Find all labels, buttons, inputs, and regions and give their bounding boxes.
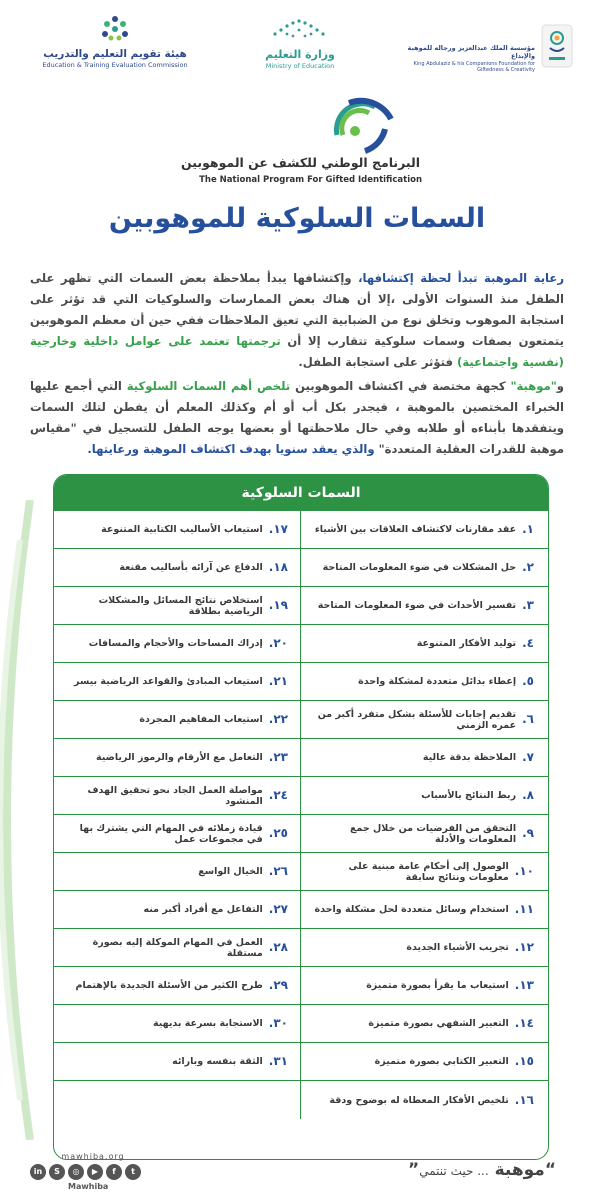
mawhiba-emblem-icon (541, 24, 573, 68)
trait-text: ربط النتائج بالأسباب (421, 790, 517, 801)
page-title: السمات السلوكية للموهوبين (108, 203, 486, 234)
traits-column-left (54, 511, 302, 1081)
facebook-icon[interactable]: f (106, 1164, 122, 1180)
trait-row (300, 1043, 548, 1081)
slogan-quote-close: ” (408, 1160, 420, 1180)
trait-text: الدفاع عن آرائه بأساليب مقنعة (119, 562, 263, 573)
trait-text: العمل في المهام الموكلة إليه بصورة مستقلة (92, 936, 263, 959)
header-logos (0, 14, 594, 84)
linkedin-icon[interactable]: in (30, 1164, 46, 1180)
mawhiba-name-ar: مؤسسة الملك عبدالعزيز ورجاله للموهبة والإبداع (407, 44, 535, 60)
trait-text: استيعاب الأساليب الكتابية المتنوعة (101, 524, 263, 535)
trait-row (300, 815, 548, 853)
trait-text: الخيال الواسع (198, 866, 263, 877)
traits-table-header: السمات السلوكية (54, 475, 548, 511)
trait-text: إعطاء بدائل متعددة لمشكلة واحدة (358, 676, 517, 687)
intro-paragraph (30, 268, 564, 373)
program-name-en: The National Program For Gifted Identification (199, 175, 422, 185)
trait-number: ١٤. (514, 1016, 534, 1030)
trait-number: ١٩. (268, 598, 288, 612)
trait-number: ١٧. (268, 522, 288, 536)
slogan-quote-open: “ (544, 1160, 556, 1180)
mawhiba-brand: "موهبة" (510, 379, 557, 393)
trait-row (300, 1081, 548, 1119)
program-logo (160, 95, 440, 195)
trait-row (54, 777, 302, 815)
trait-row (300, 739, 548, 777)
trait-number: ٢١. (268, 674, 288, 688)
trait-number: ٢٣. (268, 750, 288, 764)
trait-text: التعامل مع الأرقام والرموز الرياضية (96, 752, 263, 763)
moe-name-ar: وزارة التعليم (265, 48, 335, 61)
trait-number: ٧. (522, 750, 534, 764)
trait-text: التعبير الكتابي بصورة متميزة (374, 1056, 509, 1067)
youtube-icon[interactable]: ▶ (87, 1164, 103, 1180)
trait-text: التفاعل مع أفراد أكبر منه (143, 904, 263, 915)
trait-row (300, 891, 548, 929)
trait-row (300, 549, 548, 587)
moe-name-en: Ministry of Education (265, 62, 335, 70)
trait-text: التحقق من الفرضيات من خلال جمع المعلومات والأدلة (350, 822, 517, 845)
slogan-rest: ... حيث تنتمي (419, 1164, 489, 1178)
trait-text: مواصلة العمل الجاد نحو تحقيق الهدف المنشود (87, 784, 263, 807)
mawhiba-name-en: King Abdulaziz & his Companions Foundation for Giftedness & Creativity (413, 61, 535, 73)
trait-row (300, 663, 548, 701)
snapchat-icon[interactable]: S (49, 1164, 65, 1180)
trait-row (54, 701, 302, 739)
etec-name-ar: هيئة تقويم التعليم والتدريب (43, 48, 187, 60)
trait-row (300, 777, 548, 815)
trait-number: ٢٥. (268, 826, 288, 840)
trait-number: ١. (522, 522, 534, 536)
intro-body-2: فتؤثر على استجابة الطفل. (298, 355, 458, 369)
trait-number: ٢٢. (268, 712, 288, 726)
trait-row (54, 663, 302, 701)
trait-number: ١٢. (514, 940, 534, 954)
trait-text: إدراك المساحات والأحجام والمسافات (88, 638, 263, 649)
trait-text: استخدام وسائل متعددة لحل مشكلة واحدة (314, 904, 509, 915)
decorative-side-arcs (0, 500, 34, 1140)
trait-number: ٥. (522, 674, 534, 688)
instagram-icon[interactable]: ◎ (68, 1164, 84, 1180)
trait-row (54, 929, 302, 967)
traits-table (53, 474, 549, 1160)
trait-row (54, 511, 302, 549)
trait-row (54, 625, 302, 663)
trait-text: استيعاب المفاهيم المجردة (139, 714, 263, 725)
trait-text: التعبير الشفهي بصورة متميزة (368, 1018, 509, 1029)
trait-number: ٣. (522, 598, 534, 612)
intro-body-1: وإكتشافها يبدأ بملاحظة بعض السمات التي تظهر على الطفل منذ السنوات الأولى ،إلا أن هناك بعض الممارسات والسلوكيات التي قد تؤثر على استجابة الموهوب وتخلق نوع من الضبابية التي تعيق الملاحظات ففي حين أن معظم الموهوبين يتمتعون بصفات وسمات سلوكية تتقارب إلا أن (30, 271, 564, 348)
footer-slogan (408, 1160, 556, 1180)
trait-number: ١٥. (514, 1054, 534, 1068)
traits-column-right (300, 511, 548, 1119)
trait-number: ١٣. (514, 978, 534, 992)
trait-row (300, 929, 548, 967)
trait-number: ١٠. (514, 864, 534, 878)
intro-highlight: ترجمتها تعتمد على عوامل داخلية وخارجية (نفسية واجتماعية) (30, 334, 564, 369)
trait-row (54, 891, 302, 929)
trait-text: الثقة بنفسه وبارائه (172, 1056, 263, 1067)
trait-number: ٢٠. (268, 636, 288, 650)
trait-text: الاستجابة بسرعة بديهية (152, 1018, 263, 1029)
trait-number: ٣٠. (268, 1016, 288, 1030)
mawhiba-paragraph (30, 376, 564, 460)
mawhiba-highlight-1: تلخص أهم السمات السلوكية (126, 379, 291, 393)
trait-number: ٤. (522, 636, 534, 650)
program-wave-icon (325, 95, 405, 157)
trait-row (54, 549, 302, 587)
trait-number: ٢٧. (268, 902, 288, 916)
trait-row (54, 739, 302, 777)
mawhiba-body-2: التي أجمع عليها الخبراء المختصين بالموهبة ، فيجدر بكل أب أو أم وكذلك المعلم أن يفطن لتلك السمات ويتفقدها بأبناءه أو طلابه وفي حال ملاحظتها أو بعضها يوجه الطفل للتسجيل في "مقياس موهبة للقدرات العقلية المتعددة" (30, 379, 564, 456)
trait-row (54, 1043, 302, 1081)
trait-row (54, 587, 302, 625)
trait-row (54, 1005, 302, 1043)
trait-text: قيادة زملائه في المهام التي يشترك بها في مجموعات عمل (79, 822, 263, 845)
trait-row (300, 511, 548, 549)
trait-text: استيعاب المبادئ والقواعد الرياضية بيسر (74, 676, 263, 687)
trait-text: طرح الكثير من الأسئلة الجديدة بالإهتمام (75, 980, 263, 991)
moe-logo (240, 14, 360, 70)
trait-text: تلخيص الأفكار المعطاة له بوضوح ودقة (329, 1094, 509, 1106)
trait-number: ٩. (522, 826, 534, 840)
trait-text: استيعاب ما يقرأ بصورة متميزة (366, 980, 509, 991)
etec-logo (30, 14, 200, 69)
trait-row (300, 853, 548, 891)
trait-number: ٢٩. (268, 978, 288, 992)
slogan-main: موهبة (494, 1160, 545, 1180)
trait-row (54, 853, 302, 891)
mawhiba-body-1: كجهة مختصة في اكتشاف الموهوبين (290, 379, 511, 393)
trait-text: استخلاص نتائج المسائل والمشكلات الرياضية بطلاقة (98, 594, 263, 617)
etec-leaf-icon (95, 14, 135, 44)
footer-brand: Mawhiba (68, 1182, 109, 1191)
trait-text: تفسير الأحداث في ضوء المعلومات المتاحة (317, 600, 517, 611)
moe-dots-icon (265, 14, 335, 44)
trait-row (300, 967, 548, 1005)
trait-number: ٢. (522, 560, 534, 574)
trait-text: تجريب الأشياء الجديدة (406, 942, 509, 953)
trait-row (54, 815, 302, 853)
trait-number: ٨. (522, 788, 534, 802)
trait-number: ١٦. (514, 1092, 534, 1107)
trait-number: ٢٤. (268, 788, 288, 802)
trait-text: الوصول إلى أحكام عامة مبنية على معلومات ونتائج سابقة (348, 860, 509, 883)
trait-row (54, 967, 302, 1005)
trait-text: تقديم إجابات للأسئلة بشكل متفرد أكبر من عمره الزمني (317, 708, 517, 731)
twitter-icon[interactable]: t (125, 1164, 141, 1180)
trait-number: ٢٦. (268, 864, 288, 878)
trait-text: حل المشكلات في ضوء المعلومات المتاحة (322, 562, 517, 573)
trait-number: ١٨. (268, 560, 288, 574)
trait-row (300, 587, 548, 625)
trait-text: عقد مقارنات لاكتشاف العلاقات بين الأشياء (314, 524, 517, 535)
trait-row (300, 1005, 548, 1043)
etec-name-en: Education & Training Evaluation Commission (42, 61, 188, 69)
trait-text: الملاحظة بدقة عالية (422, 752, 517, 763)
trait-number: ١١. (514, 902, 534, 916)
social-links (30, 1164, 141, 1180)
trait-number: ٣١. (268, 1054, 288, 1068)
mawhiba-prefix: و (556, 379, 565, 393)
trait-row (300, 625, 548, 663)
trait-number: ٢٨. (268, 940, 288, 954)
trait-text: توليد الأفكار المتنوعة (416, 638, 517, 649)
mawhiba-highlight-2: والذي يعقد سنويا بهدف اكتشاف الموهبة ورعايتها. (87, 442, 379, 456)
footer-website[interactable]: mawhiba.org (61, 1152, 125, 1161)
trait-row (300, 701, 548, 739)
program-name-ar: البرنامج الوطني للكشف عن الموهوبين (181, 155, 420, 170)
intro-lead: رعاية الموهبة تبدأ لحظة إكتشافها، (358, 271, 564, 285)
trait-number: ٦. (522, 712, 534, 726)
